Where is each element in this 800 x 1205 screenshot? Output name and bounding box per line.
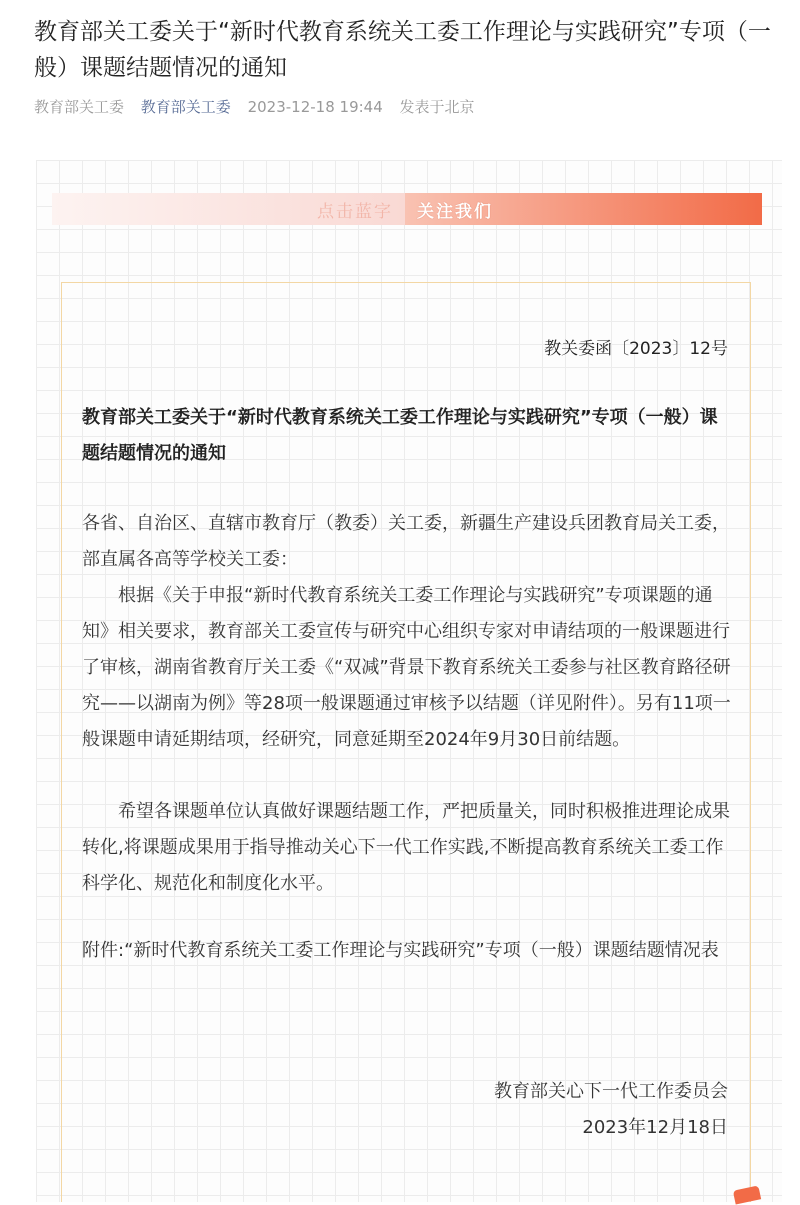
document-heading: 教育部关工委关于“新时代教育系统关工委工作理论与实践研究”专项（一般）课题结题情况的通知	[82, 407, 718, 464]
follow-banner-prompt: 点击蓝字	[52, 193, 405, 225]
signature-date: 2023年12月18日	[582, 1117, 728, 1138]
article-meta	[34, 96, 487, 117]
follow-us-button[interactable]: 关注我们	[405, 193, 762, 225]
signature-organization: 教育部关心下一代工作委员会	[494, 1081, 728, 1102]
document-number: 教关委函〔2023〕12号	[544, 339, 728, 359]
follow-banner[interactable]	[52, 193, 762, 225]
article-title: 教育部关工委关于“新时代教育系统关工委工作理论与实践研究”专项（一般）课题结题情况的通知	[34, 19, 771, 81]
author-name: 教育部关工委	[34, 98, 125, 116]
publish-time: 2023-12-18 19:44	[247, 98, 383, 116]
document-paragraph-2: 希望各课题单位认真做好课题结题工作，严把质量关，同时积极推进理论成果转化,将课题成果用于指导推动关心下一代工作实践,不断提高教育系统关工委工作科学化、规范化和制度化水平。	[82, 801, 730, 894]
account-link[interactable]: 教育部关工委	[140, 98, 231, 116]
document-attachment[interactable]: 附件:“新时代教育系统关工委工作理论与实践研究”专项（一般）课题结题情况表	[82, 940, 719, 961]
publish-location: 发表于北京	[399, 98, 475, 116]
document-salutation: 各省、自治区、直辖市教育厅（教委）关工委，新疆生产建设兵团教育局关工委，部直属各高等学校关工委：	[82, 513, 730, 570]
document-paragraph-1: 根据《关于申报“新时代教育系统关工委工作理论与实践研究”专项课题的通知》相关要求，教育部关工委宣传与研究中心组织专家对申请结项的一般课题进行了审核，湖南省教育厅关工委《“双减”背景下教育系统关工委参与社区教育路径研究——以湖南为例》等28项一般课题通过审核予以结题（详见附件）。另有11项一般课题申请延期结项，经研究，同意延期至2024年9月30日前结题。	[82, 585, 731, 750]
